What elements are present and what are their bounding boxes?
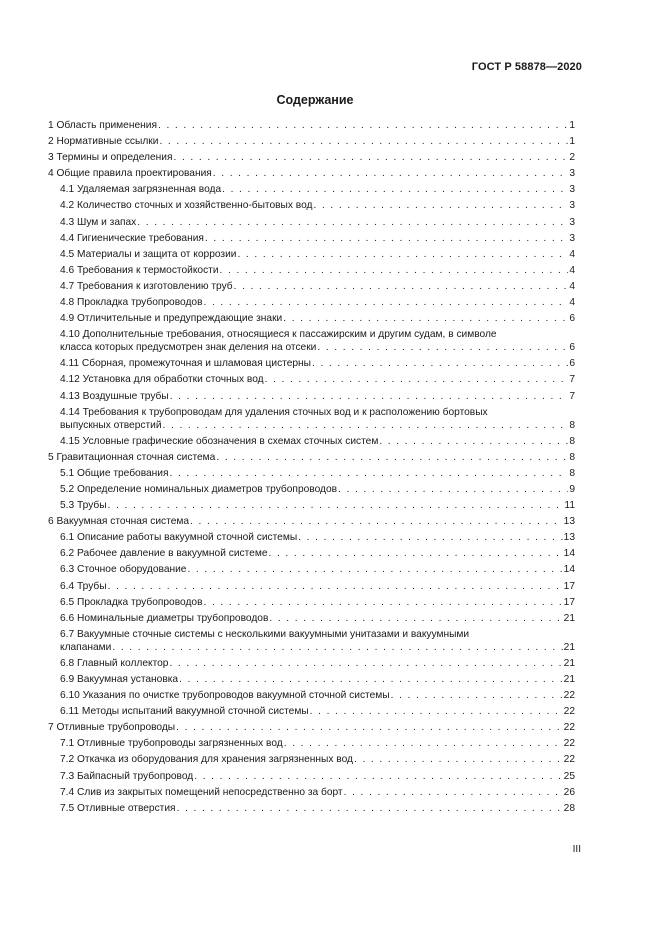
toc-entry-page: 13: [563, 516, 575, 528]
toc-entry[interactable]: [60, 737, 575, 750]
toc-entry-label: 4.13 Воздушные трубы: [60, 390, 169, 402]
toc-leader-dots: [173, 151, 568, 164]
toc-entry-label: 6.4 Трубы: [60, 580, 107, 592]
toc-leader-dots: [204, 596, 563, 609]
toc-entry-row: [48, 119, 575, 132]
toc-entry-page: 21: [563, 641, 575, 653]
toc-entry[interactable]: [60, 689, 575, 702]
toc-entry-row: [60, 770, 575, 783]
toc-leader-dots: [237, 248, 568, 261]
toc-entry-row: [60, 737, 575, 750]
toc-entry-page: 3: [569, 216, 575, 228]
toc-entry-row: [60, 435, 575, 448]
toc-entry-first-line: 6.7 Вакуумные сточные системы с несколькими вакуумными унитазами и вакуумными: [60, 628, 470, 640]
toc-entry-label: 4.3 Шум и запах: [60, 216, 137, 228]
toc-entry-page: 6: [569, 342, 575, 354]
toc-entry-label: 1 Область применения: [48, 120, 157, 131]
toc-entry-label: 5 Гравитационная сточная система: [48, 451, 216, 463]
toc-entry-label: 3 Термины и определения: [48, 152, 173, 164]
toc-entry-label: 4.12 Установка для обработки сточных вод: [60, 374, 264, 386]
toc-entry[interactable]: [60, 596, 575, 609]
toc-entry-label: 7.2 Откачка из оборудования для хранения загрязненных вод: [60, 754, 353, 766]
toc-entry-page: 1: [569, 136, 575, 148]
toc-entry-row: [60, 705, 575, 718]
toc-entry-label: 4 Общие правила проектирования: [48, 168, 212, 180]
toc-leader-dots: [176, 721, 563, 734]
toc-entry[interactable]: [60, 802, 575, 815]
toc-entry-label: класса которых предусмотрен знак деления на отсеки: [60, 342, 317, 354]
toc-leader-dots: [187, 563, 562, 576]
toc-entry-page: 8: [569, 435, 575, 447]
toc-entry-page: 22: [563, 738, 575, 750]
toc-entry[interactable]: [60, 183, 575, 196]
toc-entry[interactable]: [48, 515, 575, 528]
toc-entry-row: [48, 135, 575, 148]
toc-entry[interactable]: [60, 199, 575, 212]
toc-entry-row: [60, 753, 575, 766]
toc-entry-label: 4.5 Материалы и защита от коррозии: [60, 248, 237, 260]
toc-leader-dots: [338, 483, 568, 496]
toc-entry[interactable]: [60, 264, 575, 277]
page-number: III: [572, 844, 581, 855]
toc-entry-page: 9: [569, 483, 575, 495]
toc-entry[interactable]: [48, 167, 575, 180]
toc-entry-label: 5.3 Трубы: [60, 500, 107, 512]
toc-entry-row: [60, 183, 575, 196]
toc-entry-page: 8: [569, 467, 575, 479]
toc-entry-row: [60, 802, 575, 815]
document-code: ГОСТ Р 58878—2020: [471, 61, 582, 73]
toc-entry-label: 6.2 Рабочее давление в вакуумной системе: [60, 548, 268, 560]
toc-entry[interactable]: [60, 280, 575, 293]
toc-entry-page: 3: [569, 232, 575, 244]
toc-leader-dots: [310, 705, 563, 718]
toc-entry-page: 8: [569, 451, 575, 463]
toc-entry-row: [60, 264, 575, 277]
toc-entry-first-line: 4.14 Требования к трубопроводам для удаления сточных вод и к расположению бортовых: [60, 406, 488, 418]
toc-entry[interactable]: [60, 357, 575, 370]
toc-entry-page: 22: [563, 690, 575, 702]
toc-entry-row: [60, 296, 575, 309]
toc-entry-page: 3: [569, 184, 575, 196]
toc-entry-row: [60, 547, 575, 560]
toc-entry[interactable]: [60, 499, 575, 512]
toc-entry-label: клапанами: [60, 641, 112, 653]
toc-entry-row: [60, 641, 575, 654]
toc-entry-row: [60, 312, 575, 325]
toc-entry-page: 4: [569, 297, 575, 309]
toc-entry-page: 17: [563, 596, 575, 608]
toc-entry-row: [60, 596, 575, 609]
toc-entry-first-line: 4.10 Дополнительные требования, относящиеся к пассажирским и другим судам, в символе: [60, 329, 497, 341]
toc-entry-label: 7 Отливные трубопроводы: [48, 722, 176, 734]
toc-entry-page: 21: [563, 674, 575, 685]
toc-leader-dots: [169, 657, 562, 670]
toc-entry-row: [60, 467, 575, 480]
toc-leader-dots: [112, 641, 562, 654]
toc-leader-dots: [283, 312, 568, 325]
toc-entry[interactable]: [60, 296, 575, 309]
toc-entry[interactable]: [60, 467, 575, 480]
toc-entry-page: 3: [569, 200, 575, 212]
toc-leader-dots: [158, 119, 568, 132]
toc-leader-dots: [220, 264, 569, 277]
toc-entry-row: [60, 357, 575, 370]
toc-entry-label: 4.7 Требования к изготовлению труб: [60, 280, 233, 292]
toc-entry-page: 3: [569, 168, 575, 180]
toc-entry-page: 8: [569, 419, 575, 431]
toc-entry-label: 4.11 Сборная, промежуточная и шламовая цистерны: [60, 358, 311, 370]
toc-entry-row: [60, 657, 575, 670]
toc-entry[interactable]: [60, 373, 575, 386]
toc-entry-label: 4.4 Гигиенические требования: [60, 232, 204, 244]
toc-entry-row: [60, 390, 575, 403]
toc-leader-dots: [204, 296, 569, 309]
toc-entry-label: 6.10 Указания по очистке трубопроводов вакуумной сточной системы: [60, 690, 390, 702]
toc-leader-dots: [313, 199, 568, 212]
toc-entry-row: [48, 515, 575, 528]
toc-entry-page: 6: [569, 313, 575, 325]
toc-leader-dots: [163, 419, 569, 432]
toc-entry-page: 4: [569, 264, 575, 276]
toc-entry-row: [60, 580, 575, 593]
toc-leader-dots: [170, 467, 569, 480]
toc-entry[interactable]: [60, 390, 575, 403]
toc-entry[interactable]: [60, 612, 575, 625]
toc-leader-dots: [312, 357, 568, 370]
toc-leader-dots: [354, 753, 563, 766]
toc-entry-label: 6.3 Сточное оборудование: [60, 564, 187, 576]
toc-entry-label: 6.8 Главный коллектор: [60, 657, 169, 669]
toc-entry-row: [60, 232, 575, 245]
toc-entry-label: 7.4 Слив из закрытых помещений непосредственно за борт: [60, 786, 343, 798]
toc-entry-label: 4.9 Отличительные и предупреждающие знаки: [60, 313, 283, 325]
toc-entry[interactable]: [60, 531, 575, 544]
toc-leader-dots: [205, 232, 568, 245]
toc-entry[interactable]: [48, 135, 575, 148]
toc-entry[interactable]: [60, 628, 575, 654]
toc-entry[interactable]: [60, 770, 575, 783]
toc-entry-row: [60, 531, 575, 544]
toc-entry-row: [48, 721, 575, 734]
toc-entry-page: 21: [563, 657, 575, 669]
toc-leader-dots: [179, 673, 563, 686]
toc-leader-dots: [269, 547, 563, 560]
toc-entry-label: 4.6 Требования к термостойкости: [60, 264, 219, 276]
toc-entry-label: 6 Вакуумная сточная система: [48, 516, 190, 528]
toc-leader-dots: [265, 373, 569, 386]
toc-leader-dots: [391, 689, 563, 702]
toc-entry-label: выпускных отверстий: [60, 419, 162, 431]
toc-entry[interactable]: [60, 483, 575, 496]
toc-entry-label: 6.9 Вакуумная установка: [60, 674, 179, 685]
toc-entry-row: [60, 689, 575, 702]
toc-title: Содержание: [276, 93, 354, 107]
toc-entry[interactable]: [48, 151, 575, 164]
table-of-contents: [48, 119, 575, 818]
toc-entry-label: 7.1 Отливные трубопроводы загрязненных вод: [60, 738, 283, 750]
toc-entry-label: 2 Нормативные ссылки: [48, 136, 159, 148]
toc-leader-dots: [177, 802, 563, 815]
toc-entry-label: 5.1 Общие требования: [60, 467, 169, 479]
toc-leader-dots: [379, 435, 568, 448]
toc-entry-row: [60, 499, 575, 512]
toc-entry[interactable]: [60, 435, 575, 448]
toc-entry[interactable]: [60, 705, 575, 718]
toc-entry-row: [48, 167, 575, 180]
toc-entry[interactable]: [60, 563, 575, 576]
toc-entry-row: [60, 216, 575, 229]
toc-leader-dots: [108, 499, 564, 512]
toc-entry[interactable]: [60, 216, 575, 229]
toc-entry[interactable]: [60, 232, 575, 245]
toc-leader-dots: [194, 770, 562, 783]
toc-entry-page: 14: [563, 564, 575, 576]
toc-entry[interactable]: [48, 721, 575, 734]
toc-entry[interactable]: [60, 657, 575, 670]
toc-entry-row: [48, 151, 575, 164]
toc-entry-label: 6.5 Прокладка трубопроводов: [60, 596, 203, 608]
toc-entry-label: 6.11 Методы испытаний вакуумной сточной системы: [60, 706, 309, 718]
toc-leader-dots: [137, 216, 568, 229]
toc-leader-dots: [159, 135, 568, 148]
toc-entry-label: 4.8 Прокладка трубопроводов: [60, 297, 203, 309]
toc-entry-label: 7.5 Отливные отверстия: [60, 802, 176, 814]
toc-entry[interactable]: [60, 673, 575, 686]
toc-entry-label: 4.1 Удаляемая загрязненная вода: [60, 184, 222, 196]
toc-entry-page: 6: [569, 358, 575, 370]
toc-leader-dots: [213, 167, 569, 180]
toc-leader-dots: [284, 737, 563, 750]
toc-entry[interactable]: [60, 248, 575, 261]
toc-entry-page: 2: [569, 152, 575, 164]
toc-entry[interactable]: [60, 406, 575, 432]
toc-entry-row: [60, 373, 575, 386]
toc-leader-dots: [222, 183, 568, 196]
toc-leader-dots: [269, 612, 562, 625]
toc-entry-page: 1: [569, 120, 575, 131]
toc-entry-row: [48, 451, 575, 464]
toc-entry[interactable]: [60, 580, 575, 593]
toc-leader-dots: [108, 580, 563, 593]
toc-entry-page: 14: [563, 548, 575, 560]
toc-leader-dots: [317, 341, 568, 354]
toc-entry-page: 22: [563, 754, 575, 766]
toc-entry[interactable]: [48, 119, 575, 132]
toc-entry-row: [60, 199, 575, 212]
toc-entry-label: 4.15 Условные графические обозначения в схемах сточных систем: [60, 435, 379, 447]
toc-entry[interactable]: [60, 547, 575, 560]
toc-entry[interactable]: [60, 786, 575, 799]
toc-entry-page: 22: [563, 706, 575, 718]
toc-entry-page: 22: [563, 722, 575, 734]
toc-entry-label: 6.1 Описание работы вакуумной сточной системы: [60, 532, 298, 544]
toc-entry-row: [60, 786, 575, 799]
toc-entry[interactable]: [60, 328, 575, 354]
toc-leader-dots: [170, 390, 569, 403]
toc-leader-dots: [216, 451, 568, 464]
toc-entry-row: [60, 612, 575, 625]
toc-entry-row: [60, 419, 575, 432]
toc-entry-row: [60, 341, 575, 354]
toc-entry-page: 7: [569, 390, 575, 402]
toc-entry-row: [60, 673, 575, 686]
toc-entry-label: 6.6 Номинальные диаметры трубопроводов: [60, 612, 269, 624]
toc-entry[interactable]: [60, 312, 575, 325]
toc-entry-page: 17: [563, 580, 575, 592]
toc-entry-row: [60, 248, 575, 261]
toc-entry-page: 4: [569, 248, 575, 260]
toc-entry-page: 7: [569, 374, 575, 386]
toc-entry-row: [60, 483, 575, 496]
toc-entry[interactable]: [60, 753, 575, 766]
toc-entry-page: 4: [569, 280, 575, 292]
toc-entry-label: 4.2 Количество сточных и хозяйственно-бытовых вод: [60, 200, 313, 212]
toc-leader-dots: [190, 515, 563, 528]
toc-entry-label: 5.2 Определение номинальных диаметров трубопроводов: [60, 483, 338, 495]
toc-entry-label: 7.3 Байпасный трубопровод: [60, 770, 194, 782]
toc-entry[interactable]: [48, 451, 575, 464]
toc-leader-dots: [298, 531, 562, 544]
toc-leader-dots: [344, 786, 563, 799]
toc-entry-page: 28: [563, 802, 575, 814]
toc-entry-page: 11: [564, 500, 575, 512]
toc-entry-page: 26: [563, 786, 575, 798]
toc-entry-page: 13: [563, 532, 575, 544]
toc-entry-page: 21: [563, 612, 575, 624]
toc-entry-row: [60, 280, 575, 293]
toc-entry-page: 25: [563, 770, 575, 782]
toc-leader-dots: [234, 280, 569, 293]
toc-entry-row: [60, 563, 575, 576]
